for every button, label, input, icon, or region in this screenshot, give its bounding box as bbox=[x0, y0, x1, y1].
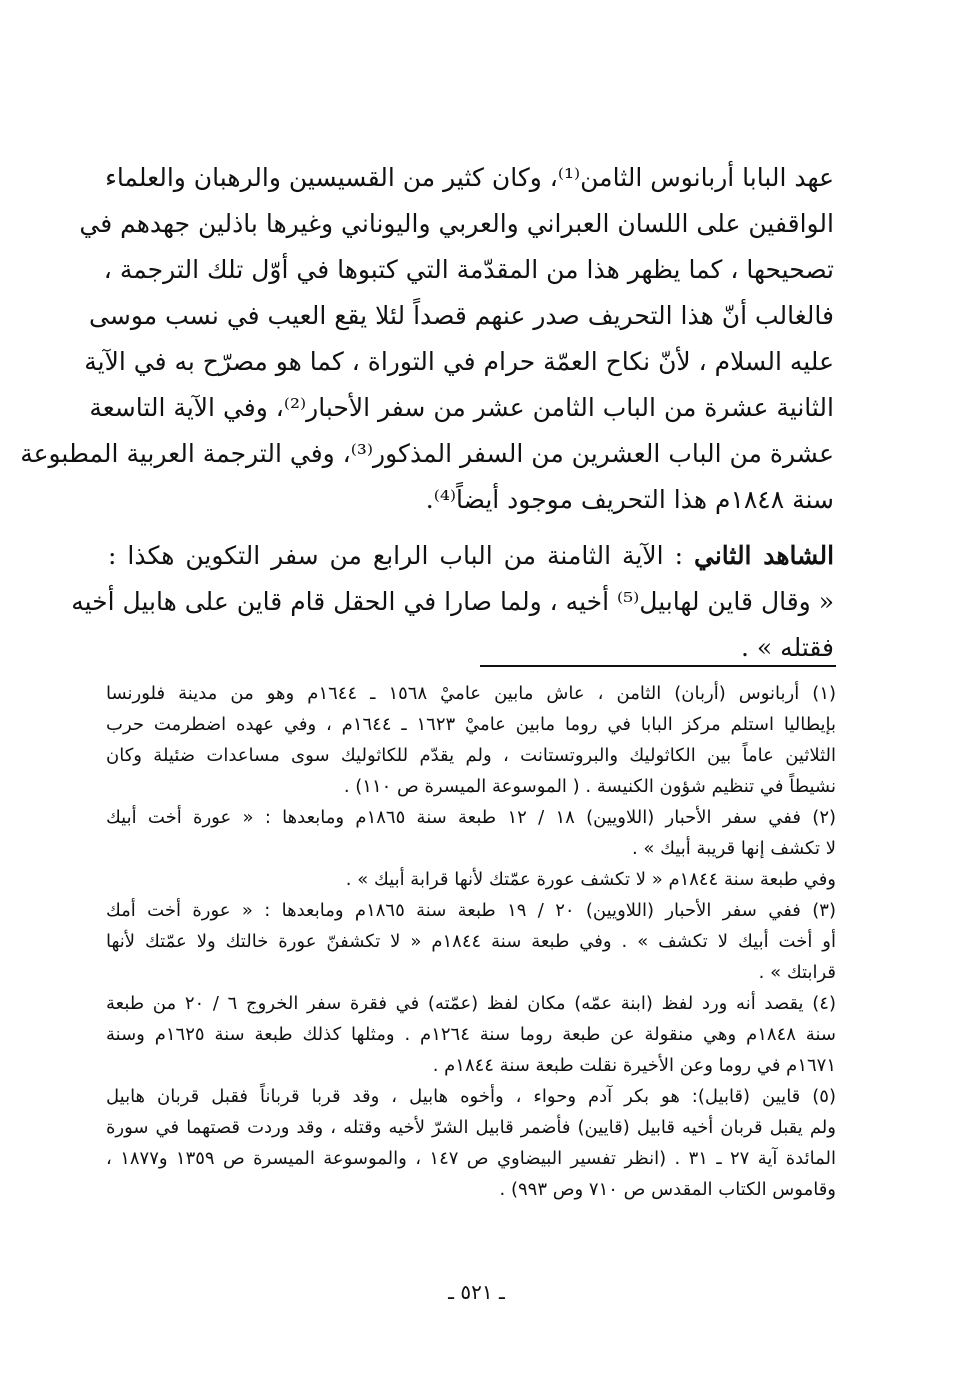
main-body-text bbox=[20, 155, 835, 671]
witness-line bbox=[108, 533, 834, 579]
footnote-line: أو أخت أبيك لا تكشف » . وفي طبعة سنة ١٨٤٤م « لا تكشفنّ عورة خالتك ولا عمّتك لأنها bbox=[106, 931, 836, 952]
footnote-line: (٤) يقصد أنه ورد لفظ (ابنة عمّه) مكان لفظ (عمّته) في فقرة سفر الخروج ٦ / ٢٠ من طبعة bbox=[106, 993, 836, 1014]
footnote-line: لا تكشف إنها قريبة أبيك » . bbox=[631, 838, 836, 859]
page-number: ـ ٥٢١ ـ bbox=[448, 1280, 505, 1304]
witness-heading: الشاهد الثاني bbox=[693, 541, 835, 570]
body-line: الواقفين على اللسان العبراني والعربي واليوناني وغيرها باذلين جهدهم في bbox=[79, 209, 834, 238]
witness-text: : الآية الثامنة من الباب الرابع من سفر التكوين هكذا : bbox=[108, 541, 684, 570]
witness-line: « وقال قاين لهابيل⁽⁵⁾ أخيه ، ولما صارا في الحقل قام قاين على هابيل أخيه bbox=[71, 587, 834, 616]
footnote-line: الثلاثين عاماً بين الكاثوليك والبروتستانت ، ولم يقدّم للكاثوليك سوى مساعدات ضئيلة وكان bbox=[106, 745, 836, 766]
body-line: عليه السلام ، لأنّ نكاح العمّة حرام في التوراة ، كما هو مصرّح به في الآية bbox=[84, 347, 834, 376]
body-line: تصحيحها ، كما يظهر هذا من المقدّمة التي كتبوها في أوّل تلك الترجمة ، bbox=[103, 255, 834, 284]
footnote-line: سنة ١٨٤٨م وهي منقولة عن طبعة روما سنة ١٢٦٤م . ومثلها كذلك طبعة سنة ١٦٢٥م وسنة bbox=[106, 1024, 836, 1045]
footnote-line: وقاموس الكتاب المقدس ص ٧١٠ وص ٩٩٣) . bbox=[499, 1179, 836, 1200]
body-line: عهد البابا أربانوس الثامن⁽¹⁾، وكان كثير من القسيسين والرهبان والعلماء bbox=[105, 163, 834, 192]
footnote-line: بإيطاليا استلم مركز البابا في روما مابين عاميْ ١٦٢٣ ـ ١٦٤٤م ، وفي عهده اضطرمت حرب bbox=[106, 714, 836, 735]
footnote-line: المائدة آية ٢٧ ـ ٣١ . (انظر تفسير البيضاوي ص ١٤٧ ، والموسوعة الميسرة ص ١٣٥٩ و١٨٧٧ ، bbox=[106, 1148, 837, 1169]
body-line: سنة ١٨٤٨م هذا التحريف موجود أيضاً⁽⁴⁾. bbox=[425, 485, 834, 514]
paragraph-gap bbox=[108, 523, 834, 533]
footnote-3 bbox=[106, 895, 836, 988]
footnote-line: ١٦٧١م في روما وعن الأخيرة نقلت طبعة سنة ١٨٤٤م . bbox=[432, 1055, 836, 1076]
footnote-line: (٥) قايين (قابيل): هو بكر آدم وحواء ، وأخوه هابيل ، وقد قربا قرباناً فقبل قربان هابيل bbox=[106, 1086, 836, 1107]
witness-line: فقتله » . bbox=[741, 633, 834, 662]
footnote-2 bbox=[106, 802, 836, 895]
footnote-5 bbox=[106, 1081, 836, 1205]
footnote-1 bbox=[106, 678, 836, 802]
footnote-line: وفي طبعة سنة ١٨٤٤م « لا تكشف عورة عمّتك لأنها قرابة أبيك » . bbox=[345, 869, 836, 890]
body-line: الثانية عشرة من الباب الثامن عشر من سفر الأحبار⁽²⁾، وفي الآية التاسعة bbox=[89, 393, 834, 422]
footnotes bbox=[106, 678, 836, 1205]
footnote-separator bbox=[480, 665, 836, 667]
footnote-line: قرابتك » . bbox=[758, 962, 836, 983]
footnote-line: ولم يقبل قربان أخيه قابيل (قايين) فأضمر قابيل الشرّ لأخيه وقتله ، وقد وردت قصتهما في سورة bbox=[106, 1117, 836, 1138]
footnote-line: (٢) ففي سفر الأحبار (اللاويين) ١٨ / ١٢ طبعة سنة ١٨٦٥م ومابعدها : « عورة أخت أبيك bbox=[106, 807, 837, 828]
footnote-line: نشيطاً في تنظيم شؤون الكنيسة . ( الموسوعة الميسرة ص ١١٠) . bbox=[343, 776, 836, 797]
footnote-line: (٣) ففي سفر الأحبار (اللاويين) ٢٠ / ١٩ طبعة سنة ١٨٦٥م ومابعدها : « عورة أخت أمك bbox=[106, 900, 836, 921]
body-line: عشرة من الباب العشرين من السفر المذكور⁽³⁾، وفي الترجمة العربية المطبوعة bbox=[20, 439, 834, 468]
footnote-line: (١) أربانوس (أربان) الثامن ، عاش مابين عاميْ ١٥٦٨ ـ ١٦٤٤م وهو من مدينة فلورنسا bbox=[106, 683, 837, 704]
body-line: فالغالب أنّ هذا التحريف صدر عنهم قصداً لئلا يقع العيب في نسب موسى bbox=[89, 301, 834, 330]
footnote-4 bbox=[106, 988, 836, 1081]
